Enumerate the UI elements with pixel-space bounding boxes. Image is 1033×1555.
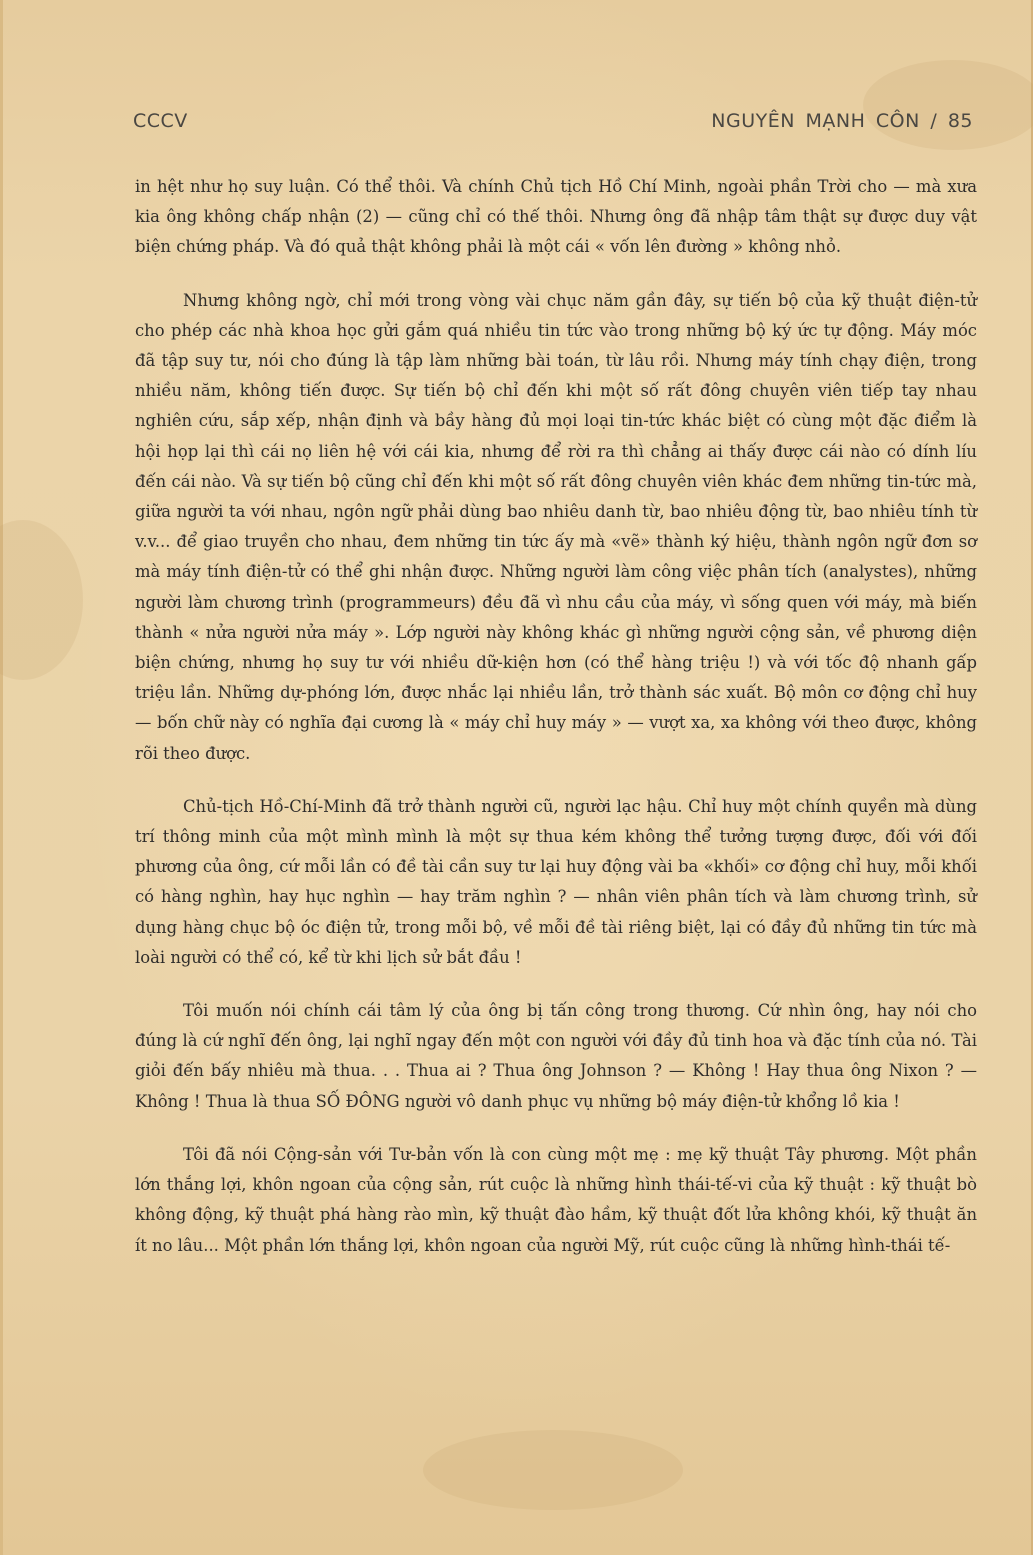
paragraph: Chủ-tịch Hồ-Chí-Minh đã trở thành người cũ, người lạc hậu. Chỉ huy một chính quyền mà dùng trí thông minh của một mình mình là một sự thua kém không thể tưởng tượng được, đối với đối phương của ông, cứ mỗi lần có đề tài cần suy tư lại huy động vài ba «khối» cơ động chỉ huy, mỗi khối có hàng nghìn, hay hục nghìn — hay trăm nghìn ? — nhân viên phân tích và làm chương trình, sử dụng hàng chục bộ óc điện tử, trong mỗi bộ, về mỗi đề tài riêng biệt, lại có đầy đủ những tin tức mà loài người có thể có, kể từ khi lịch sử bắt đầu ! xyxy=(135,796,977,967)
header-author-page: NGUYÊN MẠNH CÔN / 85 xyxy=(711,110,973,132)
paragraph: in hệt như họ suy luận. Có thể thôi. Và chính Chủ tịch Hồ Chí Minh, ngoài phần Trời cho — mà xưa kia ông không chấp nhận (2) — cũng chỉ có thế thôi. Nhưng ông đã nhập tâm thật sự được duy vật biện chứng pháp. Và đó quả thật không phải là một cái « vốn lên đường » không nhỏ. xyxy=(135,177,977,257)
header-left: CCCV xyxy=(133,110,188,132)
running-header xyxy=(133,110,973,140)
paragraph: Nhưng không ngờ, chỉ mới trong vòng vài chục năm gần đây, sự tiến bộ của kỹ thuật điện-tử cho phép các nhà khoa học gửi gắm quá nhiều tin tức vào trong những bộ ký ức tự động. Máy móc đã tập suy tư, nói cho đúng là tập làm những bài toán, từ lâu rồi. Nhưng máy tính chạy điện, trong nhiều năm, không tiến được. Sự tiến bộ chỉ đến khi một số rất đông chuyên viên tiếp tay nhau nghiên cứu, sắp xếp, nhận định và bầy hàng đủ mọi loại tin-tức khác biệt có cùng một đặc điểm là hội họp lại thì cái nọ liên hệ với cái kia, nhưng để rời ra thì chẳng ai thấy được cái nào có dính líu đến cái nào. Và sự tiến bộ cũng chỉ đến khi một số rất đông chuyên viên khác đem những tin-tức mà, giữa người ta với nhau, ngôn ngữ phải dùng bao nhiêu danh từ, bao nhiêu động từ, bao nhiêu tính từ v.v... để giao truyền cho nhau, đem những tin tức ấy mà «vẽ» thành ký hiệu, thành ngôn ngữ đơn sơ mà máy tính điện-tử có thể ghi nhận được. Những người làm công việc phân tích (analystes), những người làm chương trình (programmeurs) đều đã vì nhu cầu của máy, vì sống quen với máy, mà biến thành « nửa người nửa máy ». Lớp người này không khác gì những người cộng sản, về phương diện biện chứng, nhưng họ suy tư với nhiều dữ-kiện hơn (có thể hàng triệu !) và với tốc độ nhanh gấp triệu lần. Những dự-phóng lớn, được nhắc lại nhiều lần, trở thành sác xuất. Bộ môn cơ động chỉ huy — bốn chữ này có nghĩa đại cương là « máy chỉ huy máy » — vượt xa, xa không với theo được, không rõi theo được. xyxy=(135,290,977,763)
paper-stain xyxy=(0,520,83,680)
paper-stain xyxy=(423,1430,683,1510)
paragraph: Tôi muốn nói chính cái tâm lý của ông bị tấn công trong thương. Cứ nhìn ông, hay nói cho đúng là cứ nghĩ đến ông, lại nghĩ ngay đến một con người với đầy đủ tinh hoa và đặc tính của nó. Tài giỏi đến bấy nhiêu mà thua. . . Thua ai ? Thua ông Johnson ? — Không ! Hay thua ông Nixon ? — Không ! Thua là thua SỐ ĐÔNG người vô danh phục vụ những bộ máy điện-tử khổng lồ kia ! xyxy=(135,1001,977,1111)
paragraph: Tôi đã nói Cộng-sản với Tư-bản vốn là con cùng một mẹ : mẹ kỹ thuật Tây phương. Một phần lớn thắng lợi, khôn ngoan của cộng sản, rút cuộc là những hình thái-tế-vi của kỹ thuật : kỹ thuật bò không động, kỹ thuật phá hàng rào mìn, kỹ thuật đào hầm, kỹ thuật đốt lửa không khói, kỹ thuật ăn ít no lâu... Một phần lớn thắng lợi, khôn ngoan của người Mỹ, rút cuộc cũng là những hình-thái tế- xyxy=(135,1144,977,1255)
body-text xyxy=(135,172,977,1284)
